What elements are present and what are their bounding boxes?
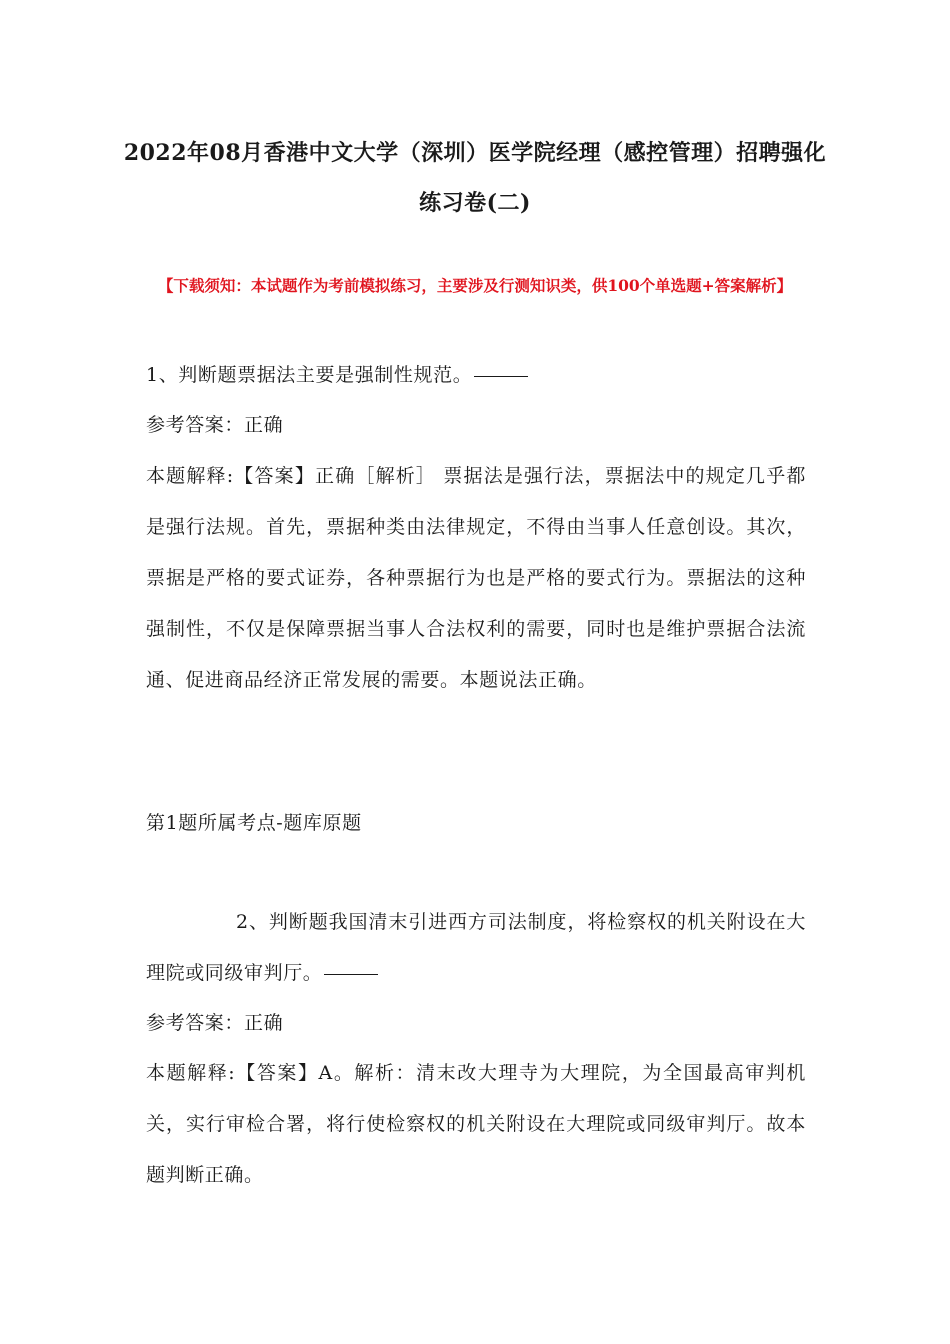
answer-blank (474, 375, 528, 377)
question-2-explanation: 本题解释:【答案】A。解析：清末改大理寺为大理院，为全国最高审判机关，实行审检合署，将行使检察权的机关附设在大理院或同级审判厅。故本题判断正确。 (146, 1062, 806, 1186)
question-1-stem: 1、判断题票据法主要是强制性规范。 (146, 364, 473, 386)
question-1-explanation: 本题解释:【答案】正确［解析］ 票据法是强行法，票据法中的规定几乎都是强行法规。首先，票据种类由法律规定，不得由当事人任意创设。其次，票据是严格的要式证券，各种票据行为也是严格的要式行为。票据法的这种强制性，不仅是保障票据当事人合法权利的需要，同时也是维护票据合法流通、促进商品经济正常发展的需要。本题说法正确。 (146, 465, 806, 691)
question-2-stem: 2、判断题我国清末引进西方司法制度，将检察权的机关附设在大理院或同级审判厅。 (146, 911, 806, 984)
question-2-text (146, 897, 806, 999)
document-title: 2022年08月香港中文大学（深圳）医学院经理（感控管理）招聘强化练习卷(二) (123, 140, 827, 216)
question-1-knowledge-point: 第1题所属考点-题库原题 (146, 812, 362, 834)
question-2-answer: 参考答案：正确 (146, 1012, 284, 1034)
question-1-text (146, 350, 806, 401)
question-1-answer: 参考答案：正确 (146, 414, 284, 436)
answer-blank (324, 973, 378, 975)
download-notice: 【下载须知：本试题作为考前模拟练习，主要涉及行测知识类，供100个单选题+答案解析】 (157, 276, 793, 295)
